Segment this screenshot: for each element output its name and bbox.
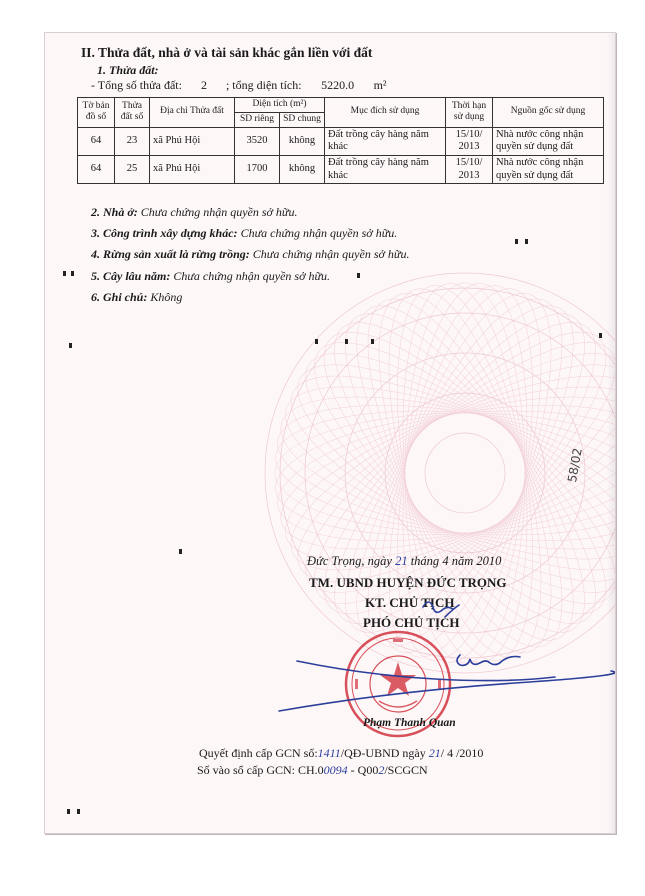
table-row (78, 127, 604, 155)
decision-rest: / 4 /2010 (440, 746, 484, 760)
col-parcel: Thửa đất số (115, 98, 150, 128)
signer-role-2: PHÓ CHỦ TỊCH (363, 615, 460, 630)
item-value: Chưa chứng nhận quyền sở hữu. (240, 226, 398, 240)
land-summary (91, 78, 387, 93)
cell-shared-use: không (280, 127, 325, 155)
issue-date (307, 554, 501, 569)
area-unit: m² (373, 78, 387, 92)
land-parcel-table (77, 97, 604, 184)
date-year: năm 2010 (451, 554, 502, 568)
item-value: Chưa chứng nhận quyền sở hữu. (140, 205, 298, 219)
handwritten-signature (275, 593, 615, 723)
cell-parcel: 23 (115, 127, 150, 155)
item-other-construction (91, 226, 397, 241)
cell-private-use: 3520 (235, 127, 280, 155)
cell-purpose: Đất trồng cây hàng năm khác (325, 155, 446, 183)
register-suffix: /SCGCN (384, 763, 428, 777)
cell-map-sheet: 64 (78, 127, 115, 155)
guilloche-petal (275, 413, 616, 533)
register-prefix: Số vào sổ cấp GCN: CH.0 (197, 763, 324, 777)
cell-origin: Nhà nước công nhận quyền sử dụng đất (493, 127, 604, 155)
col-private-use: SD riêng (235, 112, 280, 127)
item-house (91, 205, 297, 220)
cell-term: 15/10/ 2013 (446, 127, 493, 155)
land-heading: 1. Thửa đất: (97, 63, 159, 77)
register-line (197, 763, 428, 778)
col-map-sheet: Tờ bản đồ số (78, 98, 115, 128)
register-number: 0094 (323, 763, 348, 777)
parcel-count: 2 (200, 78, 207, 92)
cell-map-sheet: 64 (78, 155, 115, 183)
cell-address: xã Phú Hội (150, 127, 235, 155)
total-area: 5220.0 (321, 78, 355, 92)
col-origin: Nguồn gốc sử dụng (493, 98, 604, 128)
summary-prefix: - Tổng số thửa đất: (91, 78, 182, 92)
item-value: Chưa chứng nhận quyền sở hữu. (173, 269, 331, 283)
col-purpose: Mục đích sử dụng (325, 98, 446, 128)
col-shared-use: SD chung (280, 112, 325, 127)
signer-name: Phạm Thanh Quan (363, 717, 456, 729)
item-label: 4. Rừng sản xuất là rừng trồng: (91, 247, 250, 261)
cell-purpose: Đất trồng cây hàng năm khác (325, 127, 446, 155)
table-row (78, 155, 604, 183)
certificate-page (44, 32, 616, 834)
section-title: II. Thửa đất, nhà ở và tài sản khác gắn liền với đất (81, 45, 373, 60)
issuing-org: TM. UBND HUYỆN ĐỨC TRỌNG (309, 575, 507, 590)
item-label: 6. Ghi chú: (91, 290, 148, 304)
date-month: 4 (442, 554, 449, 568)
decision-number: 1411 (317, 746, 341, 760)
item-label: 5. Cây lâu năm: (91, 269, 171, 283)
cell-private-use: 1700 (235, 155, 280, 183)
item-label: 2. Nhà ở: (91, 205, 138, 219)
decision-line (199, 746, 483, 761)
area-label: ; tổng diện tích: (225, 78, 302, 92)
date-month-label: tháng (410, 554, 440, 568)
item-value: Chưa chứng nhận quyền sở hữu. (252, 247, 410, 261)
register-mid: - Q00 (350, 763, 379, 777)
item-planted-forest (91, 247, 409, 262)
date-prefix: Đức Trọng, ngày (307, 554, 392, 568)
item-note (91, 290, 182, 305)
cell-parcel: 25 (115, 155, 150, 183)
date-day: 21 (395, 554, 408, 568)
margin-note: 58/02 (565, 446, 585, 484)
decision-suffix: /QĐ-UBND ngày (340, 746, 426, 760)
item-value: Không (150, 290, 183, 304)
item-perennial-trees (91, 269, 330, 284)
decision-prefix: Quyết định cấp GCN số: (199, 746, 318, 760)
cell-address: xã Phú Hội (150, 155, 235, 183)
item-label: 3. Công trình xây dựng khác: (91, 226, 238, 240)
cell-shared-use: không (280, 155, 325, 183)
signer-role-1: KT. CHỦ TỊCH (365, 595, 455, 610)
col-address: Địa chỉ Thửa đất (150, 98, 235, 128)
cell-origin: Nhà nước công nhận quyền sử dụng đất (493, 155, 604, 183)
col-term: Thời hạn sử dụng (446, 98, 493, 128)
cell-term: 15/10/ 2013 (446, 155, 493, 183)
decision-day: 21 (428, 746, 441, 760)
register-q-number: 2 (378, 763, 385, 777)
col-area-group: Diện tích (m²) (235, 98, 325, 113)
